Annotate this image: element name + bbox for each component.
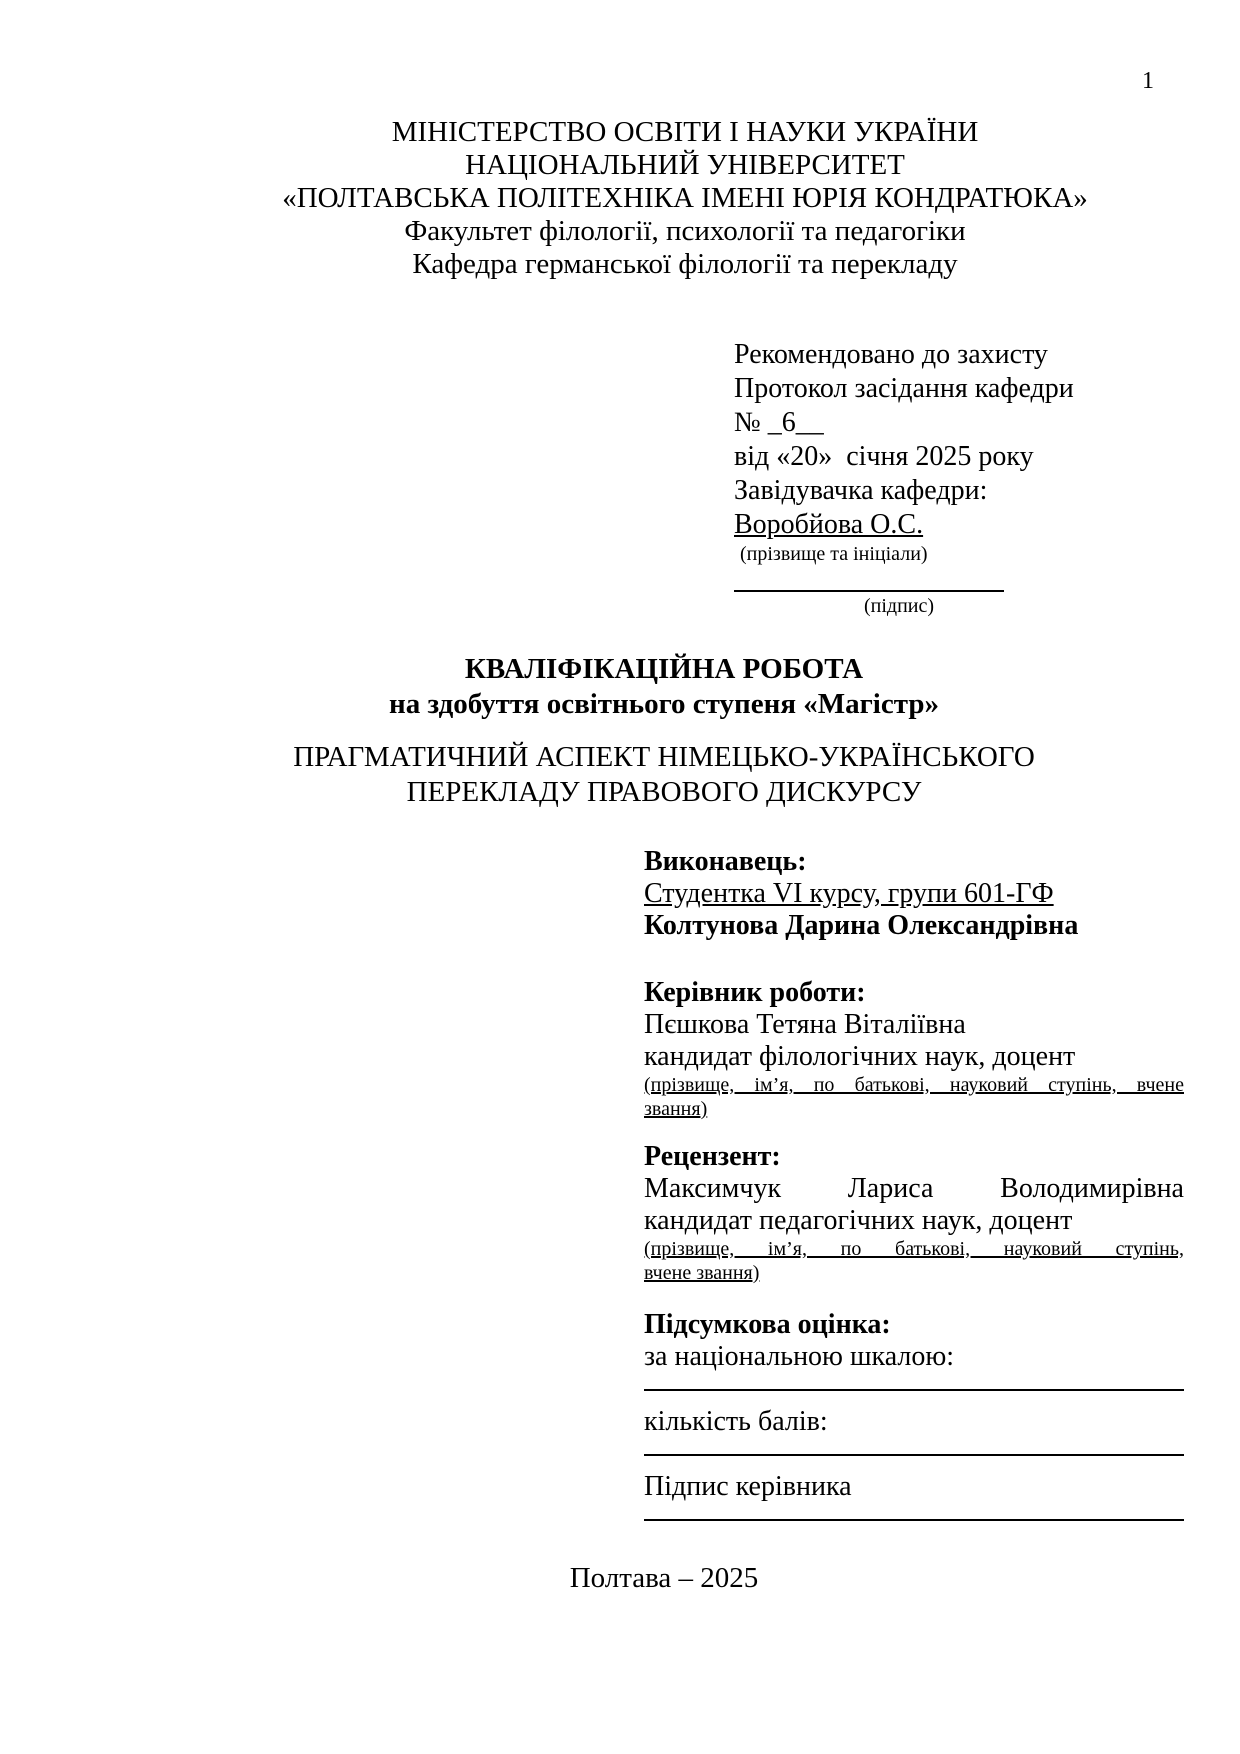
points-label: кількість балів: xyxy=(644,1406,828,1437)
work-type-title xyxy=(180,652,1148,722)
supervisor-signature-label: Підпис керівника xyxy=(644,1471,852,1502)
reviewer-name-word: Лариса xyxy=(847,1173,934,1204)
page-number: 1 xyxy=(1142,68,1154,94)
degree-line: на здобуття освітнього ступеня «Магістр» xyxy=(389,688,939,720)
final-grade-label: Підсумкова оцінка: xyxy=(644,1309,891,1340)
university-name-line: «ПОЛТАВСЬКА ПОЛІТЕХНІКА ІМЕНІ ЮРІЯ КОНДРАТЮКА» xyxy=(282,182,1088,214)
national-scale-blank-line xyxy=(644,1389,1184,1391)
topic-line-2: ПЕРЕКЛАДУ ПРАВОВОГО ДИСКУРСУ xyxy=(406,776,922,808)
reviewer-caption-line-2: вчене звання) xyxy=(644,1262,760,1284)
supervisor-signature-blank-line xyxy=(644,1519,1184,1521)
points-blank-line xyxy=(644,1454,1184,1456)
reviewer-name-word: Максимчук xyxy=(644,1173,782,1204)
topic-line-1: ПРАГМАТИЧНИЙ АСПЕКТ НІМЕЦЬКО-УКРАЇНСЬКОГО xyxy=(293,741,1035,773)
faculty-line: Факультет філології, психології та педагогіки xyxy=(404,215,966,247)
executor-course-line: Студентка VI курсу, групи 601-ГФ xyxy=(644,878,1054,909)
executor-name: Колтунова Дарина Олександрівна xyxy=(644,910,1079,941)
credits-block xyxy=(644,846,1184,1536)
work-type-line: КВАЛІФІКАЦІЙНА РОБОТА xyxy=(464,653,864,685)
executor-label: Виконавець: xyxy=(644,846,807,877)
university-line: НАЦІОНАЛЬНИЙ УНІВЕРСИТЕТ xyxy=(465,149,905,181)
approval-line-number: № _6__ xyxy=(734,407,824,438)
reviewer-name xyxy=(644,1173,1184,1205)
signature-caption: (підпис) xyxy=(863,595,935,617)
supervisor-label: Керівник роботи: xyxy=(644,977,866,1008)
department-line: Кафедра германської філології та перекладу xyxy=(412,248,958,280)
supervisor-name: Пєшкова Тетяна Віталіївна xyxy=(644,1009,966,1040)
ministry-line: МІНІСТЕРСТВО ОСВІТИ І НАУКИ УКРАЇНИ xyxy=(391,116,979,148)
head-name-caption: (прізвище та ініціали) xyxy=(740,543,928,565)
approval-block xyxy=(734,338,1164,618)
approval-line-date: від «20» січня 2025 року xyxy=(734,441,1034,472)
university-header xyxy=(180,116,1190,281)
approval-line-protocol: Протокол засідання кафедри xyxy=(734,373,1074,404)
reviewer-label: Рецензент: xyxy=(644,1141,781,1172)
thesis-topic xyxy=(180,740,1148,810)
department-head-name: Воробйова О.С. xyxy=(734,509,924,540)
supervisor-caption-line-2: звання) xyxy=(644,1098,708,1120)
supervisor-degree: кандидат філологічних наук, доцент xyxy=(644,1041,1076,1072)
reviewer-name-word: Володимирівна xyxy=(1000,1173,1184,1204)
approval-line-recommended: Рекомендовано до захисту xyxy=(734,339,1048,370)
reviewer-caption-line-1: (прізвище, ім’я, по батькові, науковий ступінь, xyxy=(644,1238,1184,1260)
approval-line-head-title: Завідувачка кафедри: xyxy=(734,475,988,506)
city-year: Полтава – 2025 xyxy=(569,1562,759,1594)
national-scale-label: за національною шкалою: xyxy=(644,1341,955,1372)
reviewer-degree: кандидат педагогічних наук, доцент xyxy=(644,1205,1073,1236)
supervisor-caption-line-1: (прізвище, ім’я, по батькові, науковий ступінь, вчене xyxy=(644,1074,1184,1096)
